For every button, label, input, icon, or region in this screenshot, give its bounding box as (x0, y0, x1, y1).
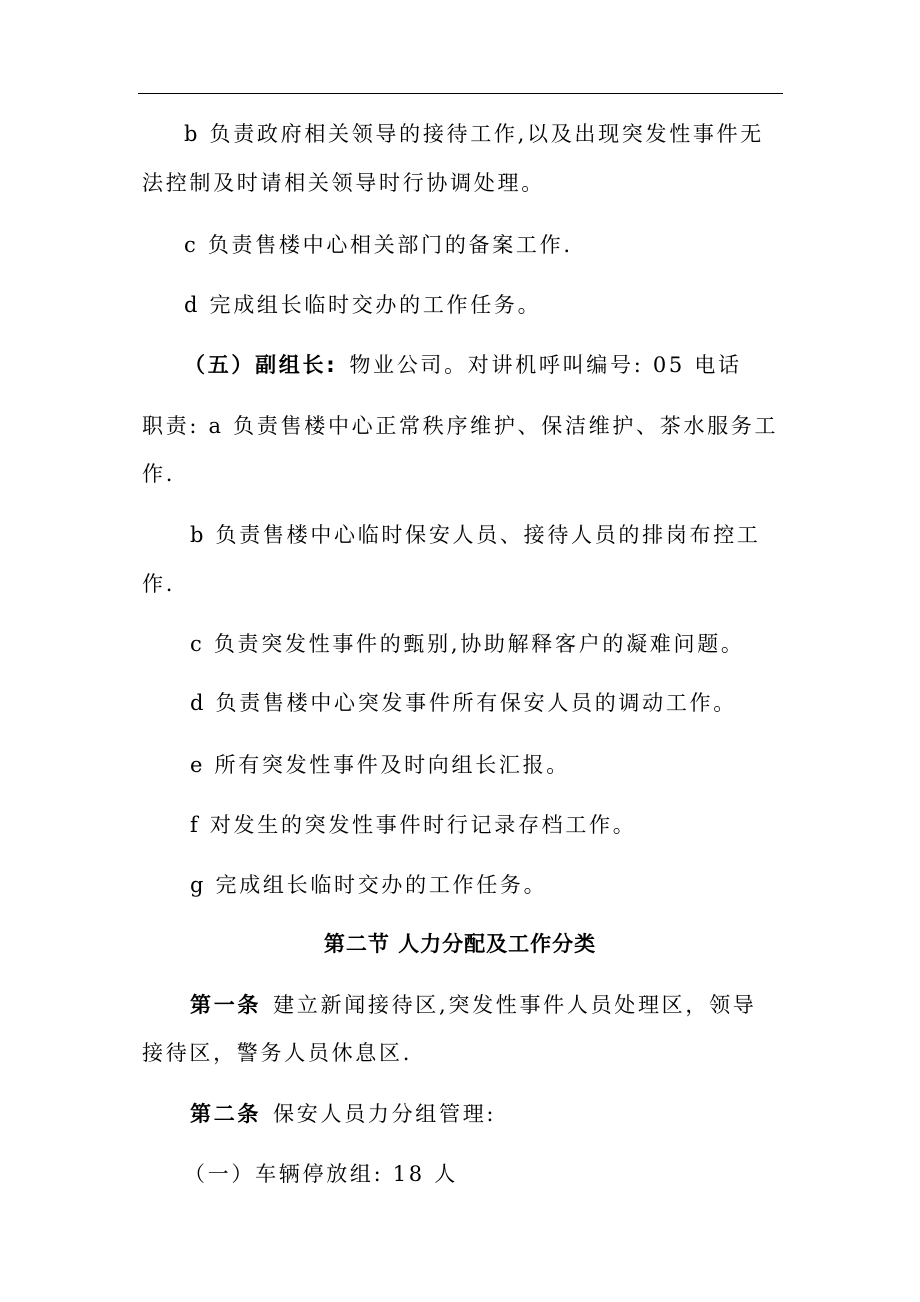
article-1-heading: 第一条 (190, 993, 262, 1017)
deputy-duty-c-line: c 负责突发性事件的甄别,协助解释客户的凝难问题。 (190, 632, 745, 656)
header-rule (138, 93, 783, 94)
deputy-duty-d-line: d 负责售楼中心突发事件所有保安人员的调动工作。 (190, 691, 737, 715)
deputy-duty-e-line: e 所有突发性事件及时向组长汇报。 (190, 753, 571, 777)
deputy-duty-b-line: b 负责售楼中心临时保安人员、接待人员的排岗布控工 (190, 523, 761, 547)
deputy-leader-info: 物业公司。对讲机呼叫编号: 05 电话 (349, 353, 742, 377)
deputy-leader-heading: （五）副组长: (184, 353, 338, 377)
deputy-duty-a-line-cont: 作. (142, 462, 176, 486)
deputy-duty-f-line: f 对发生的突发性事件时行记录存档工作。 (190, 813, 637, 837)
deputy-leader-line (184, 355, 742, 376)
deputy-duty-a-line: 职责: a 负责售楼中心正常秩序维护、保洁维护、茶水服务工 (142, 414, 779, 438)
duty-b-line: b 负责政府相关领导的接待工作,以及出现突发性事件无 (184, 122, 764, 146)
duty-c-line: c 负责售楼中心相关部门的备案工作. (184, 233, 573, 257)
article-1-line (190, 995, 756, 1016)
article-2-heading: 第二条 (190, 1102, 262, 1126)
article-2-body: 保安人员力分组管理: (273, 1102, 497, 1126)
deputy-duty-g-line: g 完成组长临时交办的工作任务。 (190, 873, 548, 897)
duty-d-line: d 完成组长临时交办的工作任务。 (184, 293, 542, 317)
article-1-body: 建立新闻接待区,突发性事件人员处理区，领导 (273, 993, 757, 1017)
article-1-line-cont: 接待区，警务人员休息区. (142, 1041, 413, 1065)
section-title: 第二节 人力分配及工作分类 (323, 932, 597, 956)
deputy-duty-b-line-cont: 作. (142, 572, 176, 596)
group-1-line: （一）车辆停放组: 18 人 (184, 1162, 458, 1186)
article-2-line (190, 1104, 496, 1125)
duty-b-line-cont: 法控制及时请相关领导时行协调处理。 (142, 171, 545, 195)
